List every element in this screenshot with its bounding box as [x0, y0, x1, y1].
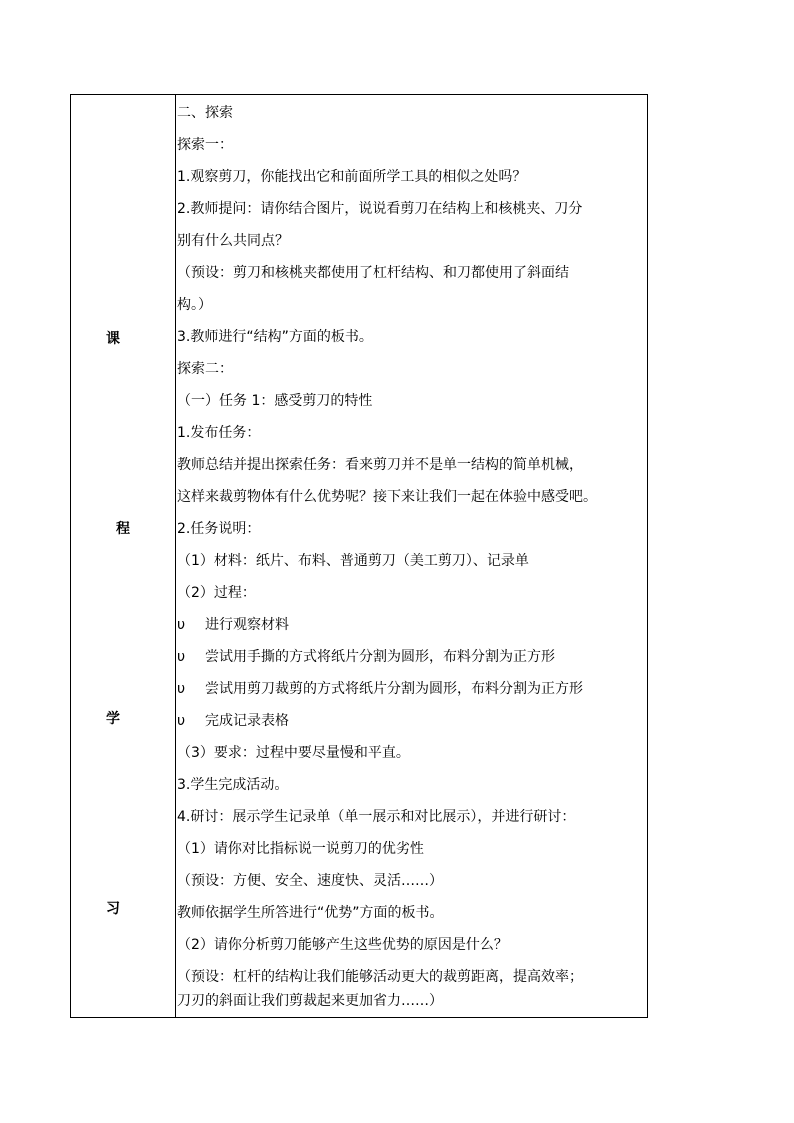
content-line: （预设：方便、安全、速度快、灵活……）	[177, 873, 443, 889]
explore-two-heading: 探索二：	[177, 361, 233, 377]
bullet-text: 尝试用剪刀裁剪的方式将纸片分割为圆形，布料分割为正方形	[205, 681, 583, 697]
content-line: （一）任务 1：感受剪刀的特性	[177, 393, 373, 409]
bullet-icon: υ	[177, 617, 186, 633]
bullet-item	[177, 713, 289, 729]
bullet-item	[177, 649, 555, 665]
content-line: （1）材料：纸片、布料、普通剪刀（美工剪刀）、记录单	[177, 553, 529, 569]
content-line: （3）要求：过程中要尽量慢和平直。	[177, 745, 410, 761]
bullet-text: 进行观察材料	[205, 617, 289, 633]
content-line: 3.教师进行“结构”方面的板书。	[177, 329, 373, 345]
side-label-xue: 学	[106, 711, 120, 727]
column-divider	[175, 95, 176, 1017]
content-line: （预设：剪刀和核桃夹都使用了杠杆结构、和刀都使用了斜面结	[177, 265, 569, 281]
bullet-item	[177, 681, 583, 697]
section-heading: 二、探索	[177, 105, 233, 121]
bullet-icon: υ	[177, 649, 186, 665]
content-line: （2）过程：	[177, 585, 256, 601]
side-label-cheng: 程	[116, 521, 130, 537]
content-line: （预设：杠杆的结构让我们能够活动更大的裁剪距离，提高效率；	[177, 969, 583, 985]
bullet-icon: υ	[177, 713, 186, 729]
content-line: 教师总结并提出探索任务：看来剪刀并不是单一结构的简单机械，	[177, 457, 583, 473]
content-line: （2）请你分析剪刀能够产生这些优势的原因是什么？	[177, 937, 508, 953]
content-line: 刀刃的斜面让我们剪裁起来更加省力……）	[177, 993, 443, 1009]
content-line: 别有什么共同点？	[177, 233, 289, 249]
content-line: 2.教师提问：请你结合图片，说说看剪刀在结构上和核桃夹、刀分	[177, 201, 583, 217]
explore-one-heading: 探索一：	[177, 137, 233, 153]
lesson-table	[70, 94, 648, 1018]
side-label-ke: 课	[106, 331, 120, 347]
content-line: 1.观察剪刀，你能找出它和前面所学工具的相似之处吗？	[177, 169, 527, 185]
content-line: 这样来裁剪物体有什么优势呢？接下来让我们一起在体验中感受吧。	[177, 489, 597, 505]
bullet-icon: υ	[177, 681, 186, 697]
bullet-text: 完成记录表格	[205, 713, 289, 729]
content-line: 3.学生完成活动。	[177, 777, 289, 793]
content-line: 4.研讨：展示学生记录单（单一展示和对比展示），并进行研讨：	[177, 809, 576, 825]
bullet-item	[177, 617, 289, 633]
content-line: 构。）	[177, 297, 212, 313]
content-line: 1.发布任务：	[177, 425, 261, 441]
side-label-xi: 习	[106, 901, 120, 917]
content-line: （1）请你对比指标说一说剪刀的优劣性	[177, 841, 424, 857]
content-line: 2.任务说明：	[177, 521, 261, 537]
content-line: 教师依据学生所答进行“优势”方面的板书。	[177, 905, 444, 921]
bullet-text: 尝试用手撕的方式将纸片分割为圆形，布料分割为正方形	[205, 649, 555, 665]
